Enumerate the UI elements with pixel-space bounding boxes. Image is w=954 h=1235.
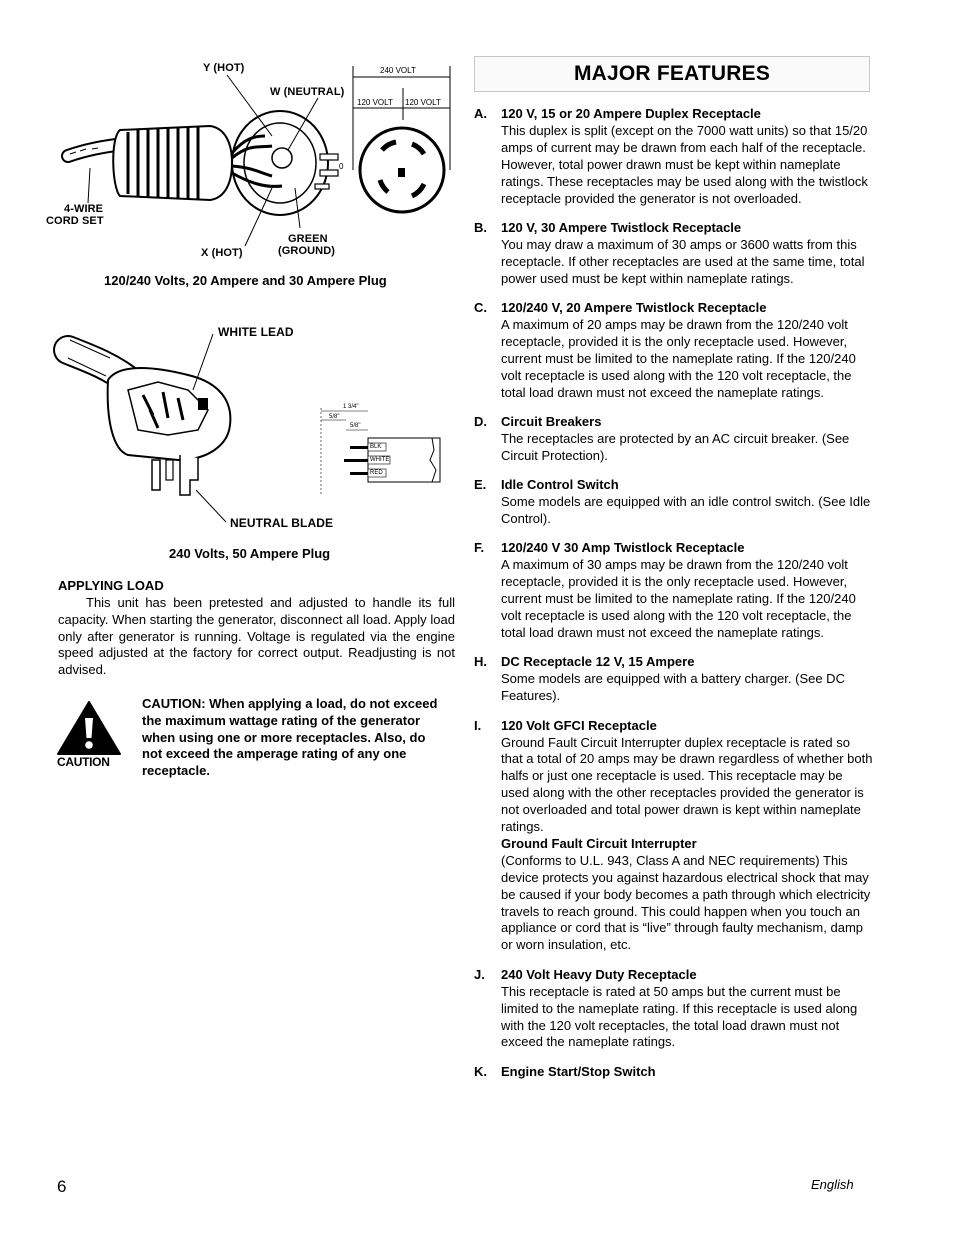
feature-letter: B. [474,219,487,235]
page-number: 6 [57,1177,67,1196]
feature-item [474,967,874,1052]
feature-letter: D. [474,414,487,429]
applying-load-body: This unit has been pretested and adjusted to handle its full capacity. When starting the generator, disconnect all load. Apply load only after generator is running. Voltage is regulated via the engine speed adjusted at the factory for correct output. Readjusting is not advised. [58,595,455,678]
label-zero: 0 [339,162,344,171]
feature-body: A maximum of 20 amps may be drawn from the 120/240 volt receptacle, provided it is the only receptacle used. However, current must be limited to the nameplate rating. If the 120/240 volt receptacle is used along with the 120 volt receptacle, the total load drawn must not exceed the nameplate ratings. [501,316,856,400]
footer-language: English [811,1177,854,1192]
feature-body-2: (Conforms to U.L. 943, Class A and NEC requirements) This device protects you against hazardous electrical shock that may be caused if your body becomes a path through which electricity travels to reach ground. This could happen when you touch an appliance or cord that is “live” through faulty mechanism, damp or worn insulation, etc. [501,852,871,953]
feature-item [474,106,874,207]
feature-letter: C. [474,300,487,316]
label-cord-set: CORD SET [46,215,104,227]
label-blk: BLK [370,444,382,450]
label-white: WHITE [370,457,390,463]
applying-load-heading: APPLYING LOAD [58,578,164,593]
label-red: RED [370,470,383,476]
feature-body: A maximum of 30 amps may be drawn from the 120/240 volt receptacle, provided it is the only receptacle used. However, current must be limited to the nameplate rating. If the 120/240 volt receptacle is used along with the 120 volt receptacle, the total load drawn must not exceed the nameplate ratings. [501,557,856,640]
label-4-wire: 4-WIRE [64,203,104,215]
caution-icon-label: CAUTION [57,755,110,769]
dimension-3: 5/8" [350,423,361,429]
figure-plug-240-50a [58,320,458,540]
feature-item [474,414,874,465]
caution-text: CAUTION: When applying a load, do not exceed the maximum wattage rating of the generator when using one or more receptacles. Also, do not exceed the amperage rating of any one receptacle. [142,696,438,779]
feature-item [474,654,874,705]
feature-body: Some models are equipped with an idle control switch. (See Idle Control). [501,494,871,527]
label-green: GREEN [288,233,328,245]
figure-plug-120-240 [46,58,460,268]
feature-title: DC Receptacle 12 V, 15 Ampere [501,654,695,670]
feature-item [474,300,874,401]
feature-letter: E. [474,477,487,493]
label-neutral-blade: NEUTRAL BLADE [230,516,334,530]
feature-title: 120 V, 15 or 20 Ampere Duplex Receptacle [501,106,761,121]
feature-title: Engine Start/Stop Switch [501,1063,656,1079]
feature-letter: I. [474,717,482,733]
major-features-title: MAJOR FEATURES [573,62,771,85]
figure2-caption: 240 Volts, 50 Ampere Plug [169,546,331,561]
feature-item [474,540,874,641]
feature-letter: J. [474,966,485,982]
features-list [474,106,874,1093]
feature-body: You may draw a maximum of 30 amps or 3600 watts from this receptacle. If other receptacles are used at the same time, total power used must be kept within nameplate ratings. [501,236,865,286]
feature-body: This duplex is split (except on the 7000 watt units) so that 15/20 amps of current may be drawn from each half of the receptacle. However, total power drawn must be kept within nameplate ratings. These receptacles may be used along with the twistlock receptacle provided the generator is not overloaded. [501,122,868,206]
feature-letter: H. [474,654,487,670]
feature-title: 120/240 V, 20 Ampere Twistlock Receptacle [501,300,767,316]
label-w-neutral: W (NEUTRAL) [270,86,345,98]
feature-title: 120/240 V 30 Amp Twistlock Receptacle [501,540,745,556]
feature-letter: K. [474,1063,487,1079]
feature-item [474,1064,874,1081]
feature-item [474,718,874,955]
label-120-volt-a: 120 VOLT [357,98,393,107]
feature-body: The receptacles are protected by an AC circuit breaker. (See Circuit Protection). [501,430,850,463]
feature-letter: F. [474,540,485,556]
label-120-volt-b: 120 VOLT [405,98,441,107]
dimension-2: 5/8" [329,414,340,420]
feature-letter: A. [474,106,487,121]
label-ground: (GROUND) [278,245,336,257]
caution-icon [56,700,122,756]
label-240-volt: 240 VOLT [380,66,416,75]
plug-50a-illustration [58,320,458,540]
major-features-title-box [474,56,870,92]
label-y-hot: Y (HOT) [203,62,245,74]
label-white-lead: WHITE LEAD [218,325,294,339]
feature-title: Idle Control Switch [501,477,619,493]
feature-body: Some models are equipped with a battery charger. (See DC Features). [501,671,845,704]
feature-body: This receptacle is rated at 50 amps but the current must be limited to the nameplate rating. If this receptacle is used along with the 120 volt receptacles, the total load drawn must not exceed the nameplate ratings. [501,983,858,1050]
label-x-hot: X (HOT) [201,247,243,259]
feature-item [474,477,874,528]
figure1-caption: 120/240 Volts, 20 Ampere and 30 Ampere Plug [104,273,387,288]
plug-diagram-illustration [46,58,460,268]
feature-item [474,220,874,288]
feature-subtitle: Ground Fault Circuit Interrupter [501,835,697,851]
feature-body: Ground Fault Circuit Interrupter duplex receptacle is rated so that a total of 20 amps may be drawn regardless of whether both halfs or just one receptacle is used. This receptacle may be used along with the other receptacles provided the generator is not overloaded and total power drawn is kept within nameplate ratings. [501,734,873,835]
feature-title: Circuit Breakers [501,414,602,429]
dimension-1: 1 3/4" [343,404,359,410]
feature-title: 240 Volt Heavy Duty Receptacle [501,966,697,982]
feature-title: 120 V, 30 Ampere Twistlock Receptacle [501,219,742,235]
feature-title: 120 Volt GFCI Receptacle [501,717,657,733]
